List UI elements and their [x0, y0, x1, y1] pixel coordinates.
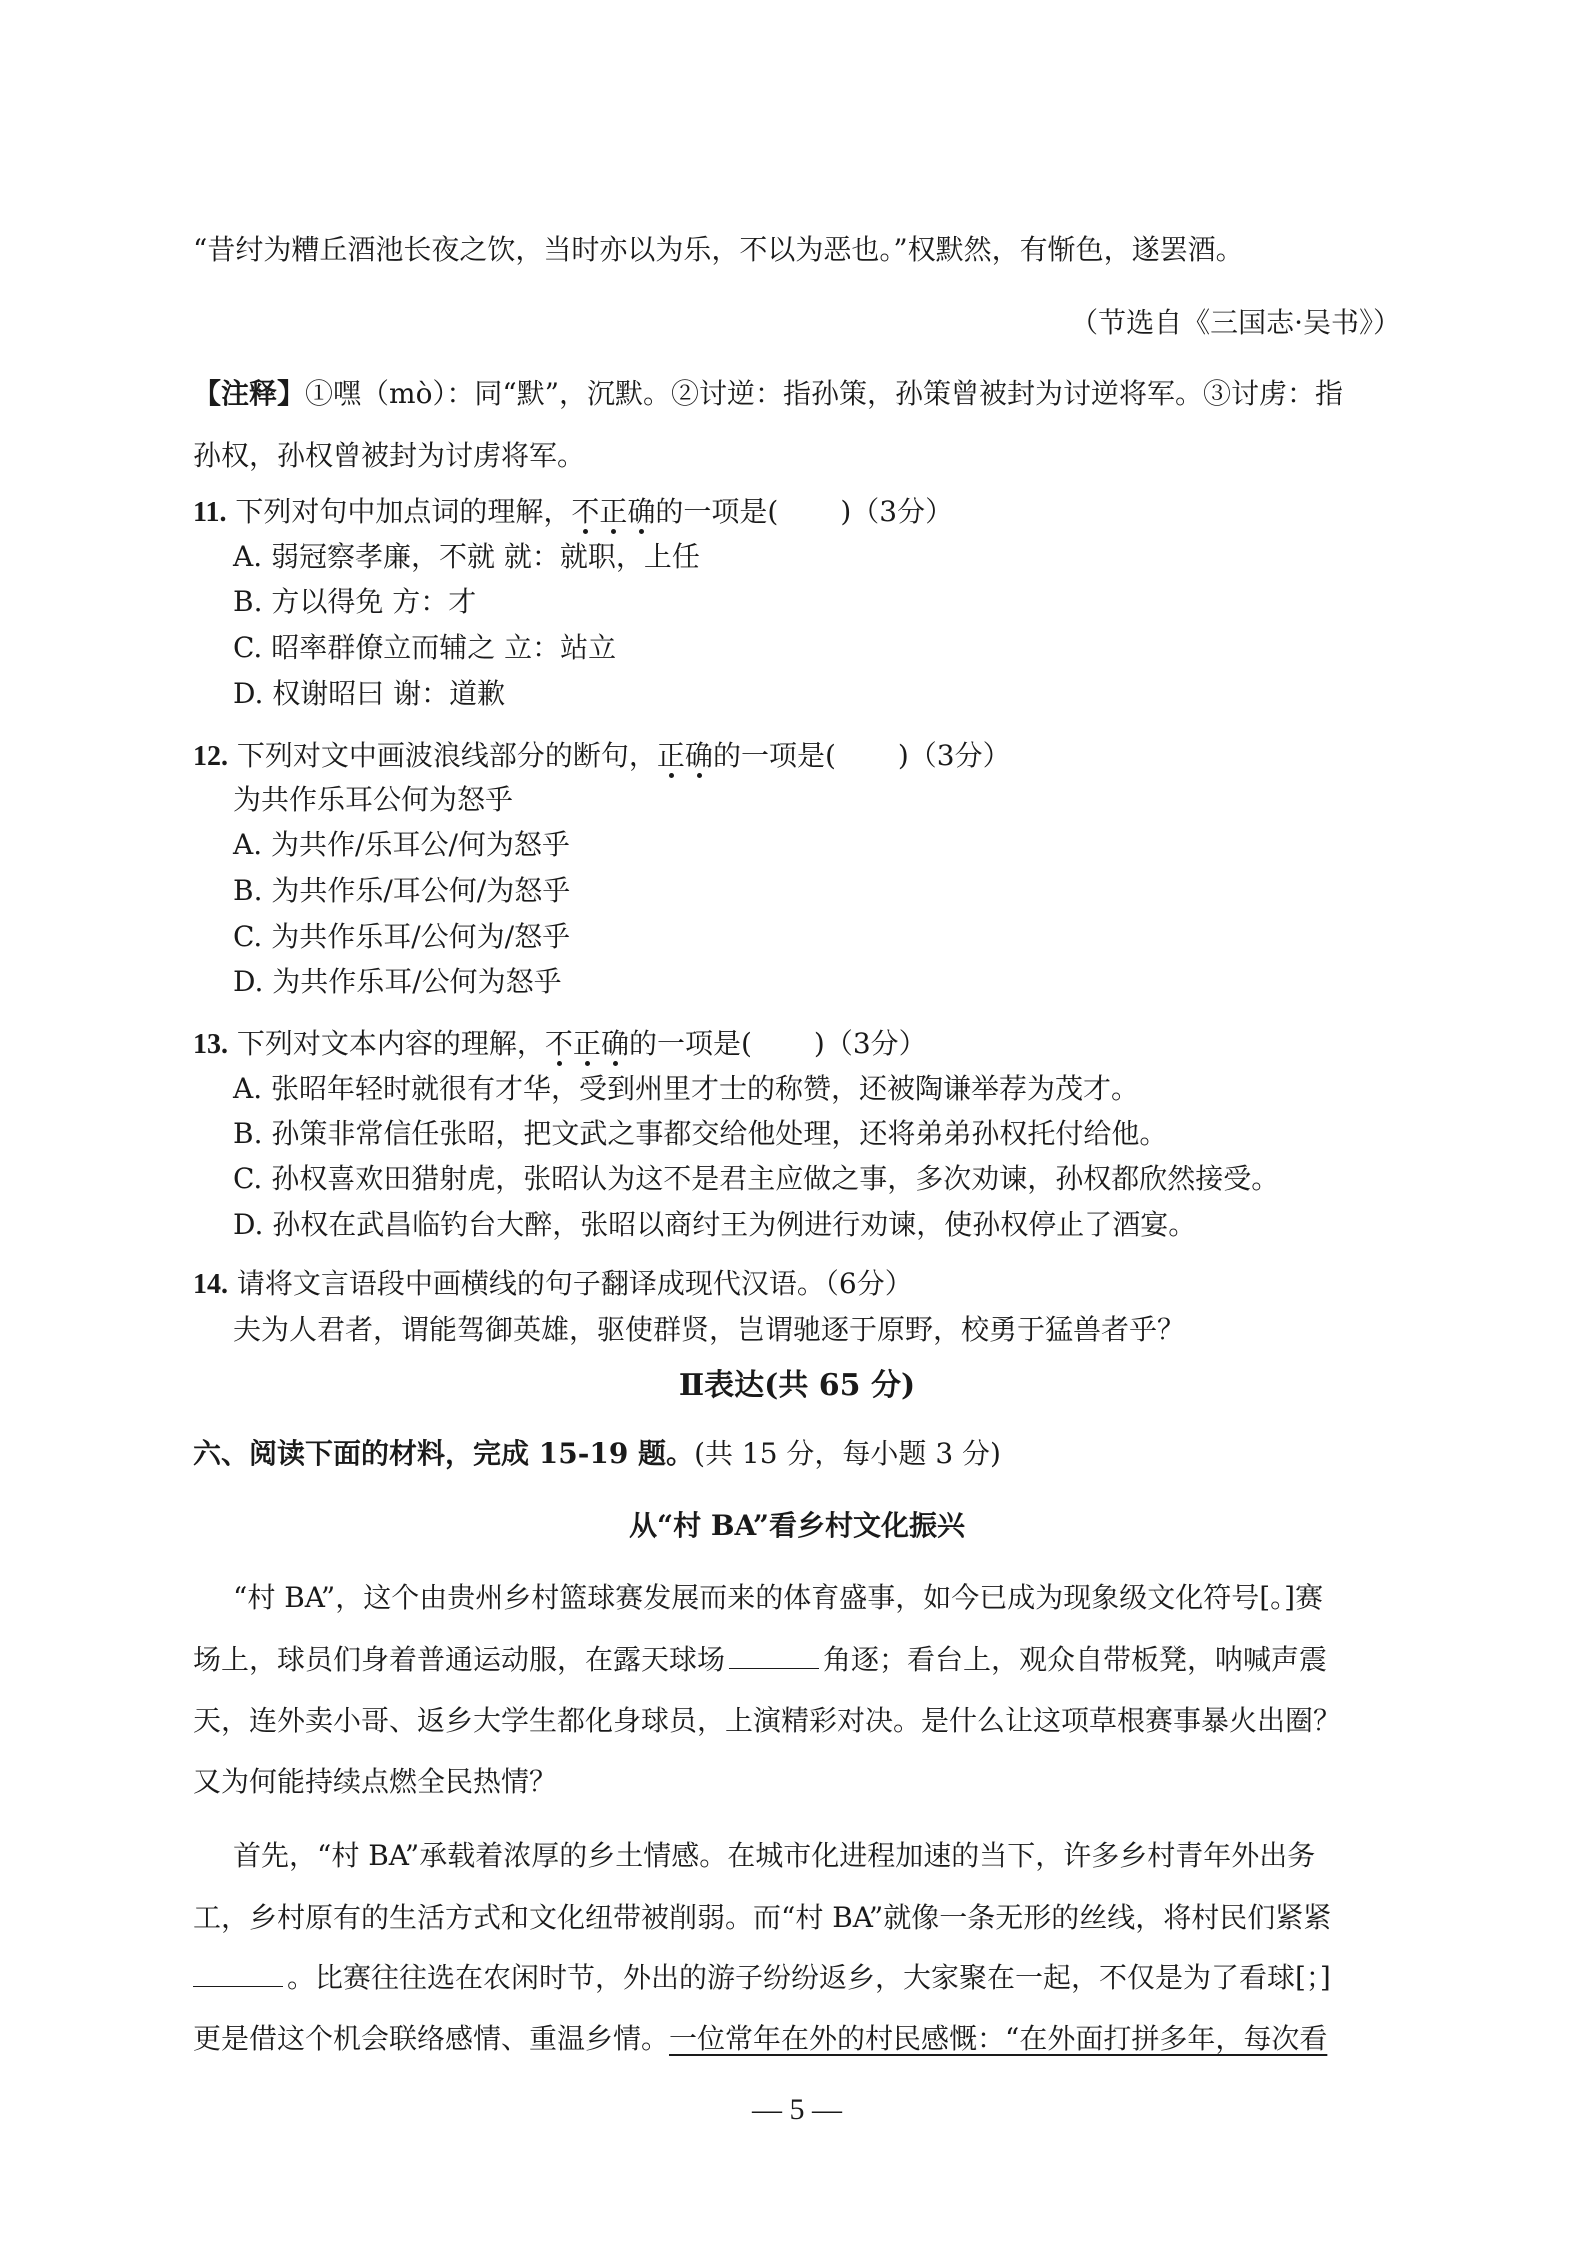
emphasis-dot: 不 — [571, 495, 600, 528]
q12-option-b: B. 为共作乐/耳公何/为怒乎 — [233, 874, 571, 907]
emphasis-dot: 正 — [656, 739, 685, 772]
q11-number: 11. — [193, 497, 227, 528]
emphasis-dot: 不 — [544, 1027, 573, 1060]
q13-option-a: A. 张昭年轻时就很有才华，受到州里才士的称赞，还被陶谦举荐为茂才。 — [233, 1072, 1140, 1105]
page-number: — 5 — — [752, 2093, 842, 2126]
q12-option-c: C. 为共作乐耳/公何为/怒乎 — [233, 920, 571, 953]
article-p2-line4: 更是借这个机会联络感情、重温乡情。一位常年在外的村民感慨：“在外面打拼多年，每次看 — [193, 2022, 1328, 2055]
notes-text-1: ①嘿（mò）：同“默”，沉默。②讨逆：指孙策，孙策曾被封为讨逆将军。③讨虏：指 — [305, 377, 1344, 410]
passage-ending: “昔纣为糟丘酒池长夜之饮，当时亦以为乐，不以为恶也。”权默然，有惭色，遂罢酒。 — [193, 233, 1244, 266]
notes-line-1 — [193, 374, 1401, 414]
section-6-heading: 六、阅读下面的材料，完成 15-19 题。(共 15 分，每小题 3 分) — [193, 1437, 1001, 1470]
q14-quote: 夫为人君者，谓能驾御英雄，驱使群贤，岂谓驰逐于原野，校勇于猛兽者乎？ — [233, 1313, 1186, 1346]
part-2-title: Ⅱ表达(共 65 分) — [678, 1368, 916, 1403]
q12-stem: 12. 下列对文中画波浪线部分的断句，正确的一项是( )（3分） — [193, 739, 1011, 772]
q12-number: 12. — [193, 741, 228, 772]
q14-number: 14. — [193, 1269, 228, 1300]
emphasis-dot: 正 — [572, 1027, 601, 1060]
q14-stem: 14. 请将文言语段中画横线的句子翻译成现代汉语。（6分） — [193, 1267, 913, 1300]
q11-option-d: D. 权谢昭曰 谢：道歉 — [233, 677, 506, 710]
q11-stem: 11. 下列对句中加点词的理解，不正确的一项是( )（3分） — [193, 495, 954, 528]
fill-blank — [729, 1642, 819, 1669]
q12-option-d: D. 为共作乐耳/公何为怒乎 — [233, 965, 562, 998]
passage-source: （节选自《三国志·吴书》） — [1070, 306, 1401, 339]
article-p2-line2: 工，乡村原有的生活方式和文化纽带被削弱。而“村 BA”就像一条无形的丝线，将村民们紧紧 — [193, 1901, 1332, 1934]
article-p1-line3: 天，连外卖小哥、返乡大学生都化身球员，上演精彩对决。是什么让这项草根赛事暴火出圈？ — [193, 1704, 1342, 1737]
q13-stem: 13. 下列对文本内容的理解，不正确的一项是( )（3分） — [193, 1027, 927, 1060]
q13-number: 13. — [193, 1029, 228, 1060]
underlined-sentence: 一位常年在外的村民感慨：“在外面打拼多年，每次看 — [669, 2022, 1328, 2055]
article-p1-line4: 又为何能持续点燃全民热情？ — [193, 1765, 558, 1798]
emphasis-dot: 确 — [600, 1027, 629, 1060]
article-title: 从“村 BA”看乡村文化振兴 — [628, 1509, 966, 1542]
emphasis-dot: 确 — [627, 495, 656, 528]
q13-option-b: B. 孙策非常信任张昭，把文武之事都交给他处理，还将弟弟孙权托付给他。 — [233, 1117, 1168, 1150]
q11-option-b: B. 方以得免 方：才 — [233, 585, 477, 618]
article-p2-line3: 。比赛往往选在农闲时节，外出的游子纷纷返乡，大家聚在一起，不仅是为了看球[；] — [193, 1958, 1401, 1998]
q11-option-c: C. 昭率群僚立而辅之 立：站立 — [233, 631, 617, 664]
emphasis-dot: 正 — [599, 495, 628, 528]
q13-option-d: D. 孙权在武昌临钓台大醉，张昭以商纣王为例进行劝谏，使孙权停止了酒宴。 — [233, 1208, 1197, 1241]
q12-quote: 为共作乐耳公何为怒乎 — [233, 783, 514, 816]
notes-label: 【注释】 — [193, 377, 306, 410]
emphasis-dot: 确 — [684, 739, 713, 772]
article-p2-line1: 首先，“村 BA”承载着浓厚的乡土情感。在城市化进程加速的当下，许多乡村青年外出务 — [233, 1839, 1316, 1872]
q13-option-c: C. 孙权喜欢田猎射虎，张昭认为这不是君主应做之事，多次劝谏，孙权都欣然接受。 — [233, 1162, 1280, 1195]
article-p1-line2: 场上，球员们身着普通运动服，在露天球场 角逐；看台上，观众自带板凳，呐喊声震 — [193, 1643, 1328, 1676]
notes-line-2: 孙权，孙权曾被封为讨虏将军。 — [193, 439, 586, 472]
fill-blank — [193, 1960, 283, 1987]
q11-option-a: A. 弱冠察孝廉，不就 就：就职，上任 — [233, 540, 700, 573]
q12-option-a: A. 为共作/乐耳公/何为怒乎 — [233, 828, 570, 861]
article-p1-line1: “村 BA”，这个由贵州乡村篮球赛发展而来的体育盛事，如今已成为现象级文化符号[。]赛 — [233, 1581, 1324, 1614]
